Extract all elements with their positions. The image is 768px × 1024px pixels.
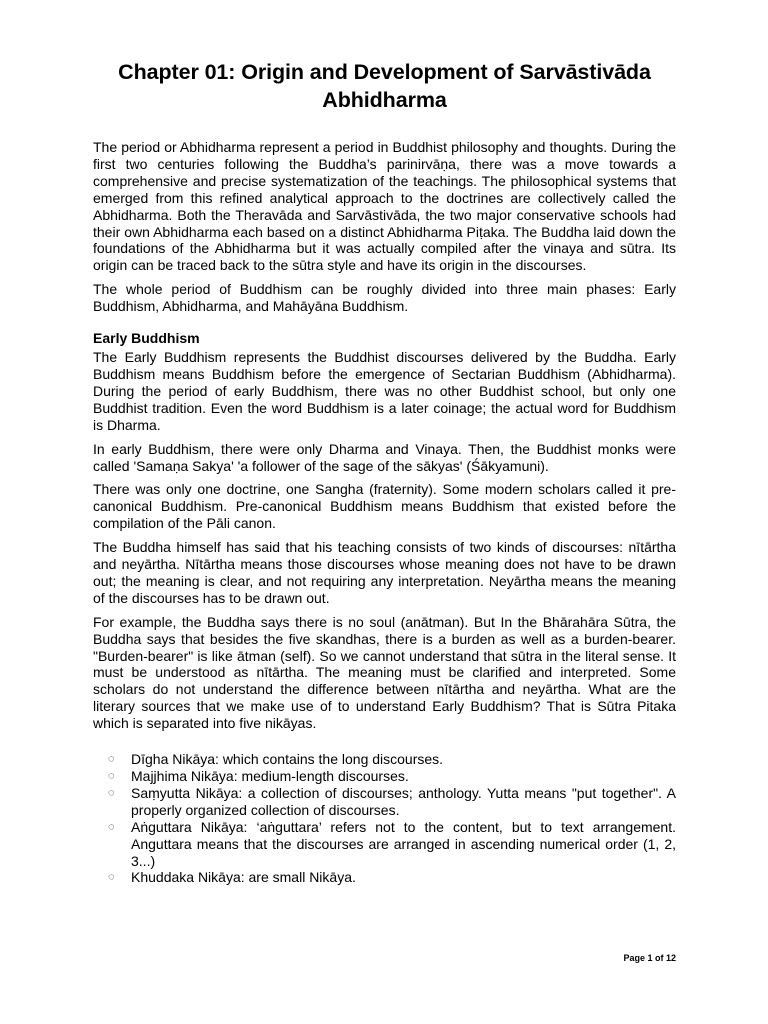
section-paragraph: For example, the Buddha says there is no soul (anātman). But In the Bhārahāra Sūtra, the Buddha says that besides the five skandhas, there is a burden as well as a burden-bearer. "Burden-bearer" is like ātman (self). So we cannot understand that sūtra in the literal sense. It must be understood as nītārtha. The meaning must be clarified and interpreted. Some scholars do not understand the difference between nītārtha and neyārtha. What are the literary sources that we make use of to understand Early Buddhism? That is Sūtra Pitaka which is separated into five nikāyas. [93,613,676,732]
section-paragraph: The Buddha himself has said that his teaching consists of two kinds of discourses: nītārtha and neyārtha. Nītārtha means those discourses whose meaning does not have to be drawn out; the meaning is clear, and not requiring any interpretation. Neyārtha means the meaning of the discourses has to be drawn out. [93,539,676,606]
section-paragraph: The Early Buddhism represents the Buddhist discourses delivered by the Buddha. Early Buddhism means Buddhism before the emergence of Sectarian Buddhism (Abhidharma). During the period of early Buddhism, there was no other Buddhist school, but only one Buddhist tradition. Even the word Buddhism is a later coinage; the actual word for Buddhism is Dharma. [93,349,676,433]
section-paragraph: There was only one doctrine, one Sangha (fraternity). Some modern scholars called it pre-canonical Buddhism. Pre-canonical Buddhism means Buddhism that existed before the compilation of the Pāli canon. [93,481,676,532]
list-item-text: Majjhima Nikāya: medium-length discourses. [131,768,409,784]
list-item [108,768,676,785]
list-item [108,869,676,886]
list-item [108,819,676,870]
circle-bullet-icon: ◌ [108,770,115,782]
chapter-title: Chapter 01: Origin and Development of Sarvāstivāda Abhidharma [118,60,651,112]
circle-bullet-icon: ◌ [108,786,115,799]
nikaya-list [93,751,676,886]
circle-bullet-icon: ◌ [108,871,115,884]
intro-paragraph-1: The period or Abhidharma represent a period in Buddhist philosophy and thoughts. During the first two centuries following the Buddha’s parinirvāṇa, there was a move towards a comprehensive and precise systematization of the teachings. The philosophical systems that emerged from this refined analytical approach to the doctrines are collectively called the Abhidharma. Both the Theravāda and Sarvāstivāda, the two major conservative schools had their own Abhidharma each based on a distinct Abhidharma Piṭaka. The Buddha laid down the foundations of the Abhidharma but it was actually compiled after the vinaya and sūtra. Its origin can be traced back to the sūtra style and have its origin in the discourses. [93,139,676,274]
list-item-text: Dīgha Nikāya: which contains the long discourses. [131,751,444,768]
page-number: Page 1 of 12 [623,953,676,963]
list-item [108,785,676,819]
list-item [108,751,676,768]
list-item-text: Khuddaka Nikāya: are small Nikāya. [131,869,356,886]
document-body [93,139,676,886]
circle-bullet-icon: ◌ [108,753,115,766]
section-paragraph: In early Buddhism, there were only Dharma and Vinaya. Then, the Buddhist monks were called 'Samaṇa Sakya' 'a follower of the sage of the sākyas' (Śākyamuni). [93,440,676,474]
circle-bullet-icon: ◌ [108,820,115,833]
list-item-text: Saṃyutta Nikāya: a collection of discourses; anthology. Yutta means "put together". A properly organized collection of discourses. [131,784,676,818]
section-heading: Early Buddhism [93,330,200,347]
intro-paragraph-2: The whole period of Buddhism can be roughly divided into three main phases: Early Buddhism, Abhidharma, and Mahāyāna Buddhism. [93,281,676,315]
list-item-text: Aṅguttara Nikāya: ‘aṅguttara’ refers not to the content, but to text arrangement. Anguttara means that the discourses are arranged in ascending numerical order (1, 2, 3...) [131,818,676,869]
